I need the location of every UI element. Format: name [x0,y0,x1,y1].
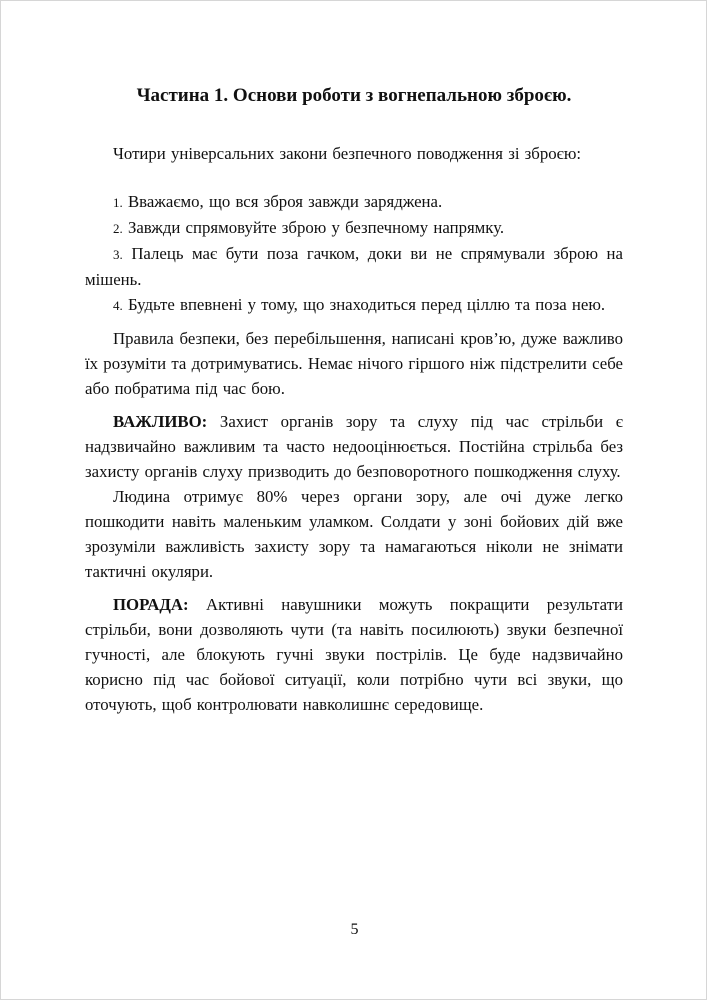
tip-paragraph [85,592,623,717]
page-title: Частина 1. Основи роботи з вогнепальною зброєю. [136,85,572,106]
safety-paragraph: Правила безпеки, без перебільшення, написані кров’ю, дуже важливо їх розуміти та дотримуватись. Немає нічого гіршого ніж підстрелити себе або побратима під час бою. [85,329,623,398]
rule-number: 1. [113,195,123,210]
list-item [85,292,623,318]
rule-number: 2. [113,221,123,236]
rules-list [85,189,623,318]
vision-paragraph: Людина отримує 80% через органи зору, але очі дуже легко пошкодити навіть маленьким уламком. Солдати у зоні бойових дій вже зрозуміли важливість захисту зору та намагаються ніколи не знімати тактичні окуляри. [85,487,623,581]
rule-text: Вважаємо, що вся зброя завжди заряджена. [127,192,443,211]
important-text: Захист органів зору та слуху під час стрільби є надзвичайно важливим та часто недооцінюється. Постійна стрільба без захисту органів слуху призводить до безповоротного пошкодження слуху. [85,412,623,481]
important-label: ВАЖЛИВО: [113,412,208,431]
list-item [85,241,623,292]
page-number: 5 [350,921,359,938]
list-item [85,215,623,241]
tip-label: ПОРАДА: [113,595,189,614]
rule-text: Будьте впевнені у тому, що знаходиться перед ціллю та поза нею. [127,295,606,314]
tip-text: Активні навушники можуть покращити результати стрільби, вони дозволяють чути (та навіть посилюють) звуки безпечної гучності, але блокують гучні звуки пострілів. Це буде надзвичайно корисно під час бойової ситуації, коли потрібно чути всі звуки, що оточують, щоб контролювати навколишнє середовище. [85,595,623,714]
rule-number: 4. [113,298,123,313]
intro-paragraph: Чотири універсальних закони безпечного поводження зі зброєю: [113,144,582,163]
important-paragraph [85,409,623,484]
rule-number: 3. [113,247,123,262]
rule-text: Палець має бути поза гачком, доки ви не спрямували зброю на мішень. [85,244,623,289]
list-item [85,189,623,215]
rule-text: Завжди спрямовуйте зброю у безпечному напрямку. [127,218,505,237]
